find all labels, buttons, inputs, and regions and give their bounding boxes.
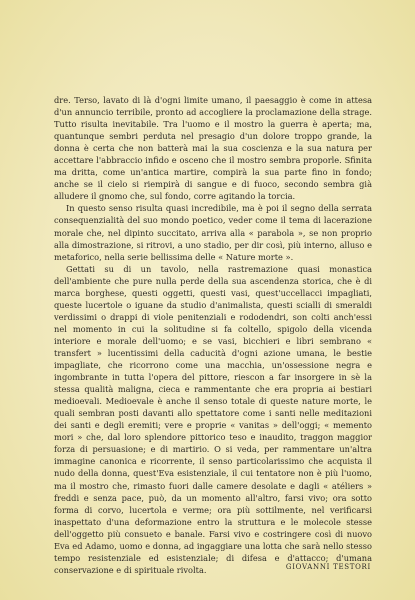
essay-text [54, 94, 372, 576]
author-signature: GIOVANNI TESTORI [285, 563, 371, 571]
paragraph-1: dre. Terso, lavato di là d'ogni limite umano, il paesaggio è come in attesa d'un annuncio terribile, pronto ad accogliere la proclamazione della strage. Tutto risulta inevitabile. Tra l'uomo e il mostro la guerra è aperta; ma, quantunque sembri perduta nel presagio d'un dolore troppo grande, la donna è certa che non batterà mai la sua coscienza e la sua natura per accettare l'abbraccio infido e osceno che il mostro sembra proporle. Sfinita ma dritta, come un'antica martire, compirà la sua parte fino in fondo; anche se il cielo si riempirà di sangue e di fuoco, secondo sembra già alludere il gnomo che, sul fondo, corre agitando la torcia. [54, 95, 372, 202]
paragraph-3: Gettati su di un tavolo, nella rastremazione quasi monastica dell'ambiente che pure nulla perde della sua ascendenza storica, che è di marca borghese, questi oggetti, questi vasi, quest'uccellacci impagliati, queste lucertole o iguane da studio d'animalista, questi scialli di smeraldi verdissimi o drappi di viole penitenziali e rododendri, son colti anch'essi nel momento in cui la solitudine si fa coltello, spigolo della vicenda interiore e morale dell'uomo; e se vasi, bicchieri e libri sembrano « transfert » lucentissimi della caducità d'ogni azione umana, le bestie impagliate, che ricorrono come una macchia, un'ossessione negra e ingombrante in tutta l'opera del pittore, riescon a far insorgere in sè la stessa qualità maligna, cieca e rammentante che era propria ai bestiari medioevali. Medioevale è anche il senso totale di queste nature morte, le quali sembran posti davanti allo spettatore come i santi nelle meditazioni dei santi e degli eremiti; vere e proprie « vanitas » dell'oggi; « memento mori » che, dal loro splendore pittorico teso e inaudito, traggon maggior forza di persuasione; e di martirio. O si veda, per rammentare un'altra immagine canonica e ricorrente, il senso particolarissimo che acquista il nudo della donna, quest'Eva esistenziale, il cui tentatore non è più l'uomo, ma il mostro che, rimasto fuori dalle camere desolate e dagli « atéliers » freddi e senza pace, può, da un momento all'altro, farsi vivo; ora sotto forma di corvo, lucertola e verme; ora più sottilmente, nel verificarsi inaspettato d'una deformazione entro la struttura e le molecole stesse dell'oggetto più consueto e banale. Farsi vivo e costringere così di nuovo Eva ed Adamo, uomo e donna, ad ingaggiare una lotta che sarà nello stesso tempo resistenziale ed esistenziale; di difesa e d'attacco; d'umana conservazione e di spirituale rivolta. [54, 263, 372, 575]
paragraph-2: In questo senso risulta quasi incredibile, ma è poi il segno della serrata consequenzialità del suo mondo poetico, veder come il tema di lacerazione morale che, nel dipinto succitato, arriva alla « parabola », se non proprio alla dimostrazione, si ritrovi, a uno stadio, per dir così, più interno, alluso e metaforico, nella serie bellissima delle « Nature morte ». [54, 203, 372, 262]
